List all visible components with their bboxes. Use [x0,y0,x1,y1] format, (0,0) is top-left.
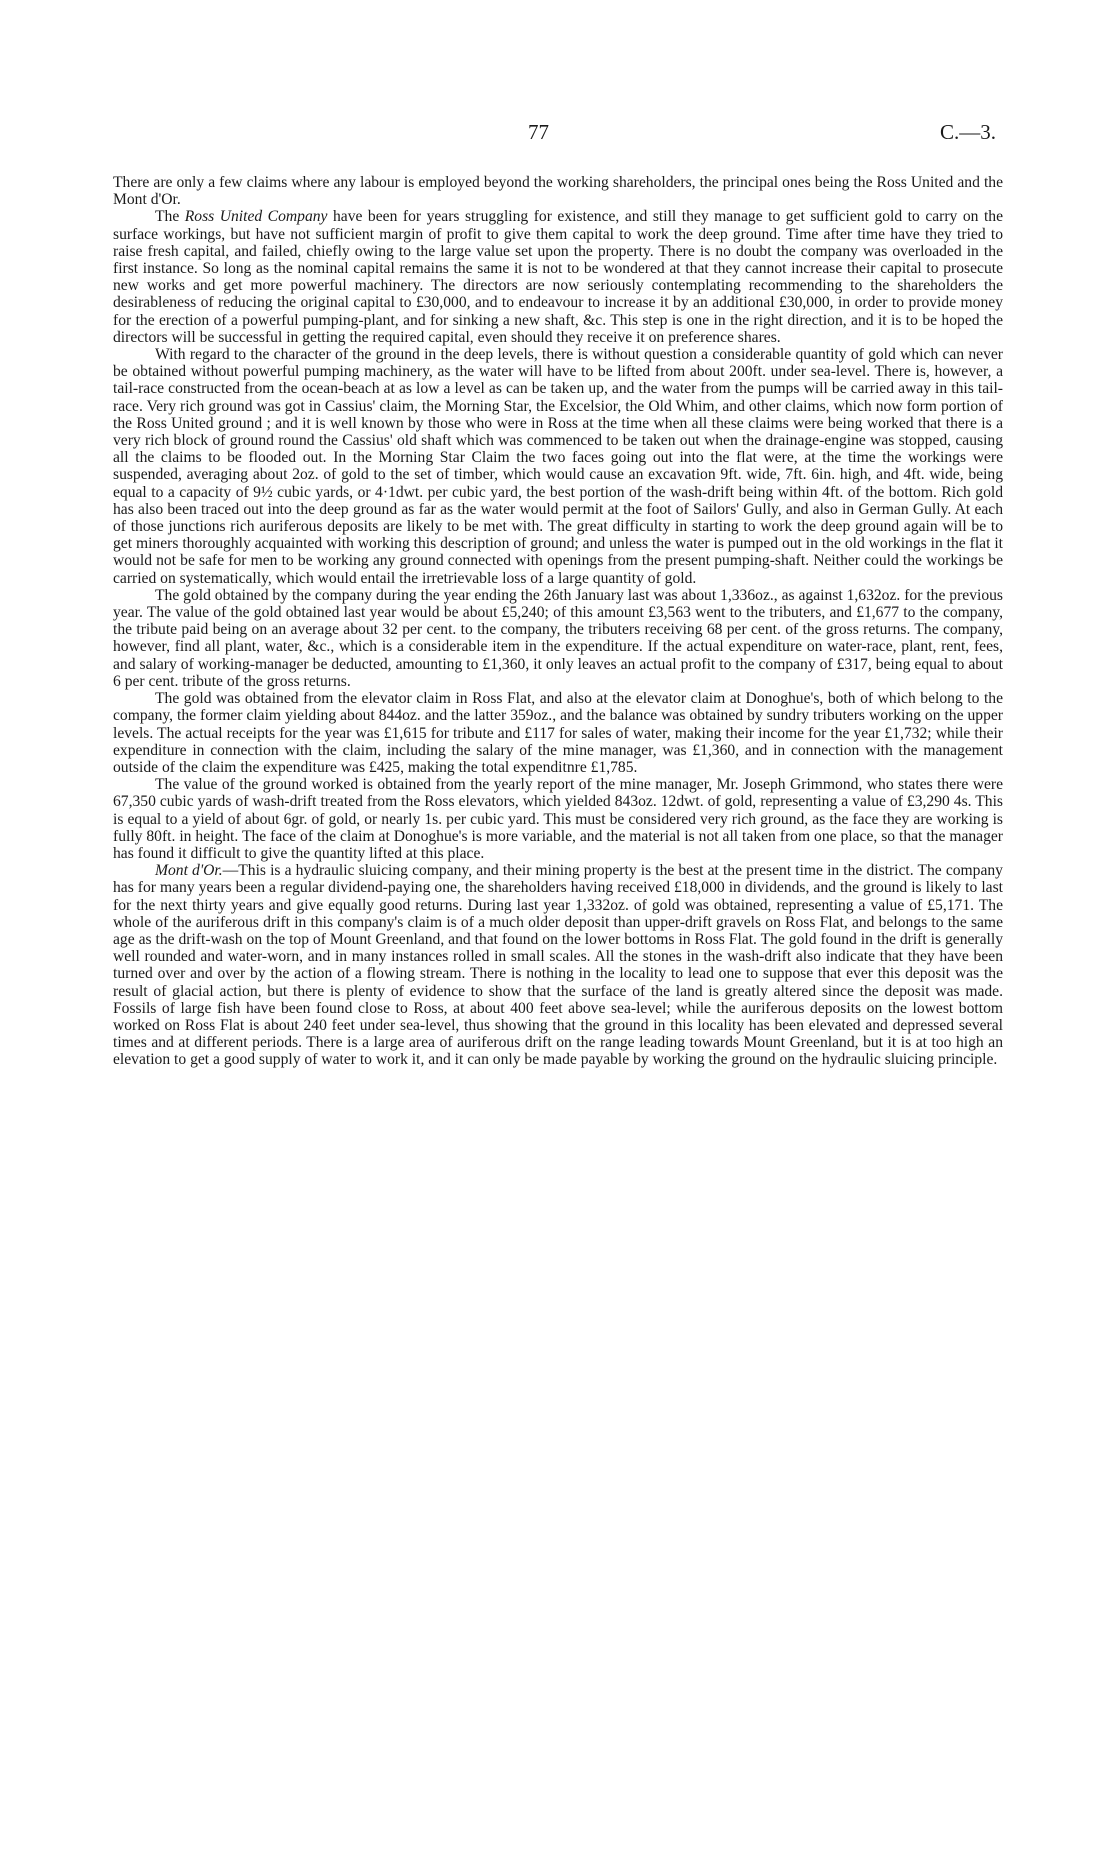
paragraph-ross-united-text: have been for years struggling for existence, and still they manage to get sufficient gold to carry on the surface workings, but have not sufficient margin of profit to give them capital to work the deep ground. Time after time have they tried to raise fresh capital, and failed, chiefly owing to the large value set upon the property. There is no doubt the company was overloaded in the first instance. So long as the nominal capital remains the same it is not to be wondered at that they cannot increase their capital to prosecute new works and get more powerful machinery. The directors are now seriously contemplating recommending to the shareholders the desirableness of reducing the original capital to £30,000, and to endeavour to increase it by an additional £30,000, in order to provide money for the erection of a powerful pumping-plant, and for sinking a new shaft, &c. This step is one in the right direction, and it is to be hoped the directors will be successful in getting the required capital, even should they receive it on preference shares. [113,208,1004,346]
document-reference: C.—3. [939,120,996,144]
page-number: 77 [528,120,549,144]
paragraph-mont-dor-text: —This is a hydraulic sluicing company, and their mining property is the best at the present time in the district. The company has for many years been a regular dividend-paying one, the shareholders having received £18,000 in dividends, and the ground is likely to last for the next thirty years and give equally good returns. During last year 1,332oz. of gold was obtained, representing a value of £5,171. The whole of the auriferous drift in this company's claim is of a much older deposit than upper-drift gravels on Ross Flat, and belongs to the same age as the drift-wash on the top of Mount Greenland, and that found on the lower bottoms in Ross Flat. The gold found in the drift is generally well rounded and water-worn, and in many instances rolled in small scales. All the stones in the wash-drift also indicate that they have been turned over and over by the action of a flowing stream. There is nothing in the locality to lead one to suppose that ever this deposit was the result of glacial action, but there is plenty of evidence to show that the surface of the land is greatly altered since the deposit was made. Fossils of large fish have been found close to Ross, at about 400 feet above sea-level; while the auriferous deposits on the lowest bottom worked on Ross Flat is about 240 feet under sea-level, thus showing that the ground in this locality has been elevated and depressed several times and at different periods. There is a large area of auriferous drift on the range leading towards Mount Greenland, but it is at too high an elevation to get a good supply of water to work it, and it can only be made payable by working the ground on the hydraulic sluicing principle. [113,862,1003,1069]
paragraph-ross-united [113,208,1003,346]
mont-dor-title: Mont d'Or. [155,862,223,880]
paragraph-elevator-claims: The gold was obtained from the elevator claim in Ross Flat, and also at the elevator claim at Donoghue's, both of which belong to the company, the former claim yielding about 844oz. and the latter 359oz., and the balance was obtained by sundry tributers working on the upper levels. The actual receipts for the year was £1,615 for tribute and £117 for sales of water, making their income for the year £1,732; while their expenditure in connection with the claim, including the salary of the mine manager, was £1,360, and in connection with the management outside of the claim the expenditure was £425, making the total expenditnre £1,785. [113,690,1003,776]
paragraph-deep-levels: With regard to the character of the ground in the deep levels, there is without question a considerable quantity of gold which can never be obtained without powerful pumping machinery, as the water will have to be lifted from about 200ft. under sea-level. There is, however, a tail-race constructed from the ocean-beach at as low a level as can be taken up, and the water from the pumps will be carried away in this tail-race. Very rich ground was got in Cassius' claim, the Morning Star, the Excelsior, the Old Whim, and other claims, which now form portion of the Ross United ground ; and it is well known by those who were in Ross at the time when all these claims were being worked that there is a very rich block of ground round the Cassius' old shaft which was commenced to be taken out when the drainage-engine was stopped, causing all the claims to be flooded out. In the Morning Star Claim the two faces going out into the flat were, at the time the workings were suspended, averaging about 2oz. of gold to the set of timber, which would cause an excavation 9ft. wide, 7ft. 6in. high, and 4ft. wide, being equal to a capacity of 9½ cubic yards, or 4·1dwt. per cubic yard, the best portion of the wash-drift being within 4ft. of the bottom. Rich gold has also been traced out into the deep ground as far as the water would permit at the foot of Sailors' Gully, and also in German Gully. At each of those junctions rich auriferous deposits are likely to be met with. The great difficulty in starting to work the deep ground again will be to get miners thoroughly acquainted with working this description of ground; and unless the water is pumped out in the old workings in the flat it would not be safe for men to be working any ground connected with openings from the present pumping-shaft. Neither could the workings be carried on systematically, which would entail the irretrievable loss of a large quantity of gold. [113,346,1003,587]
page-header [0,120,1114,152]
paragraph-ross-united-lead: The [155,208,185,226]
paragraph-intro: There are only a few claims where any labour is employed beyond the working shareholders, the principal ones being the Ross United and the Mont d'Or. [113,174,1003,209]
paragraph-ground-value: The value of the ground worked is obtained from the yearly report of the mine manager, Mr. Joseph Grimmond, who states there were 67,350 cubic yards of wash-drift treated from the Ross elevators, which yielded 843oz. 12dwt. of gold, representing a value of £3,290 4s. This is equal to a yield of about 6gr. of gold, or nearly 1s. per cubic yard. This must be considered very rich ground, as the face they are working is fully 80ft. in height. The face of the claim at Donoghue's is more variable, and the material is not all taken from one place, so that the manager has found it difficult to give the quantity lifted at this place. [113,776,1003,862]
paragraph-gold-obtained: The gold obtained by the company during the year ending the 26th January last was about 1,336oz., as against 1,632oz. for the previous year. The value of the gold obtained last year would be about £5,240; of this amount £3,563 went to the tributers, and £1,677 to the company, the tribute paid being on an average about 32 per cent. to the company, the tributers receiving 68 per cent. of the gross returns. The company, however, find all plant, water, &c., which is a considerable item in the expenditure. If the actual expenditure on water-race, plant, rent, fees, and salary of working-manager be deducted, amounting to £1,360, it only leaves an actual profit to the company of £317, being equal to about 6 per cent. tribute of the gross returns. [113,586,1003,690]
ross-united-company-title: Ross United Company [184,208,328,226]
document-body [113,174,1003,1069]
paragraph-mont-dor [113,862,1003,1068]
